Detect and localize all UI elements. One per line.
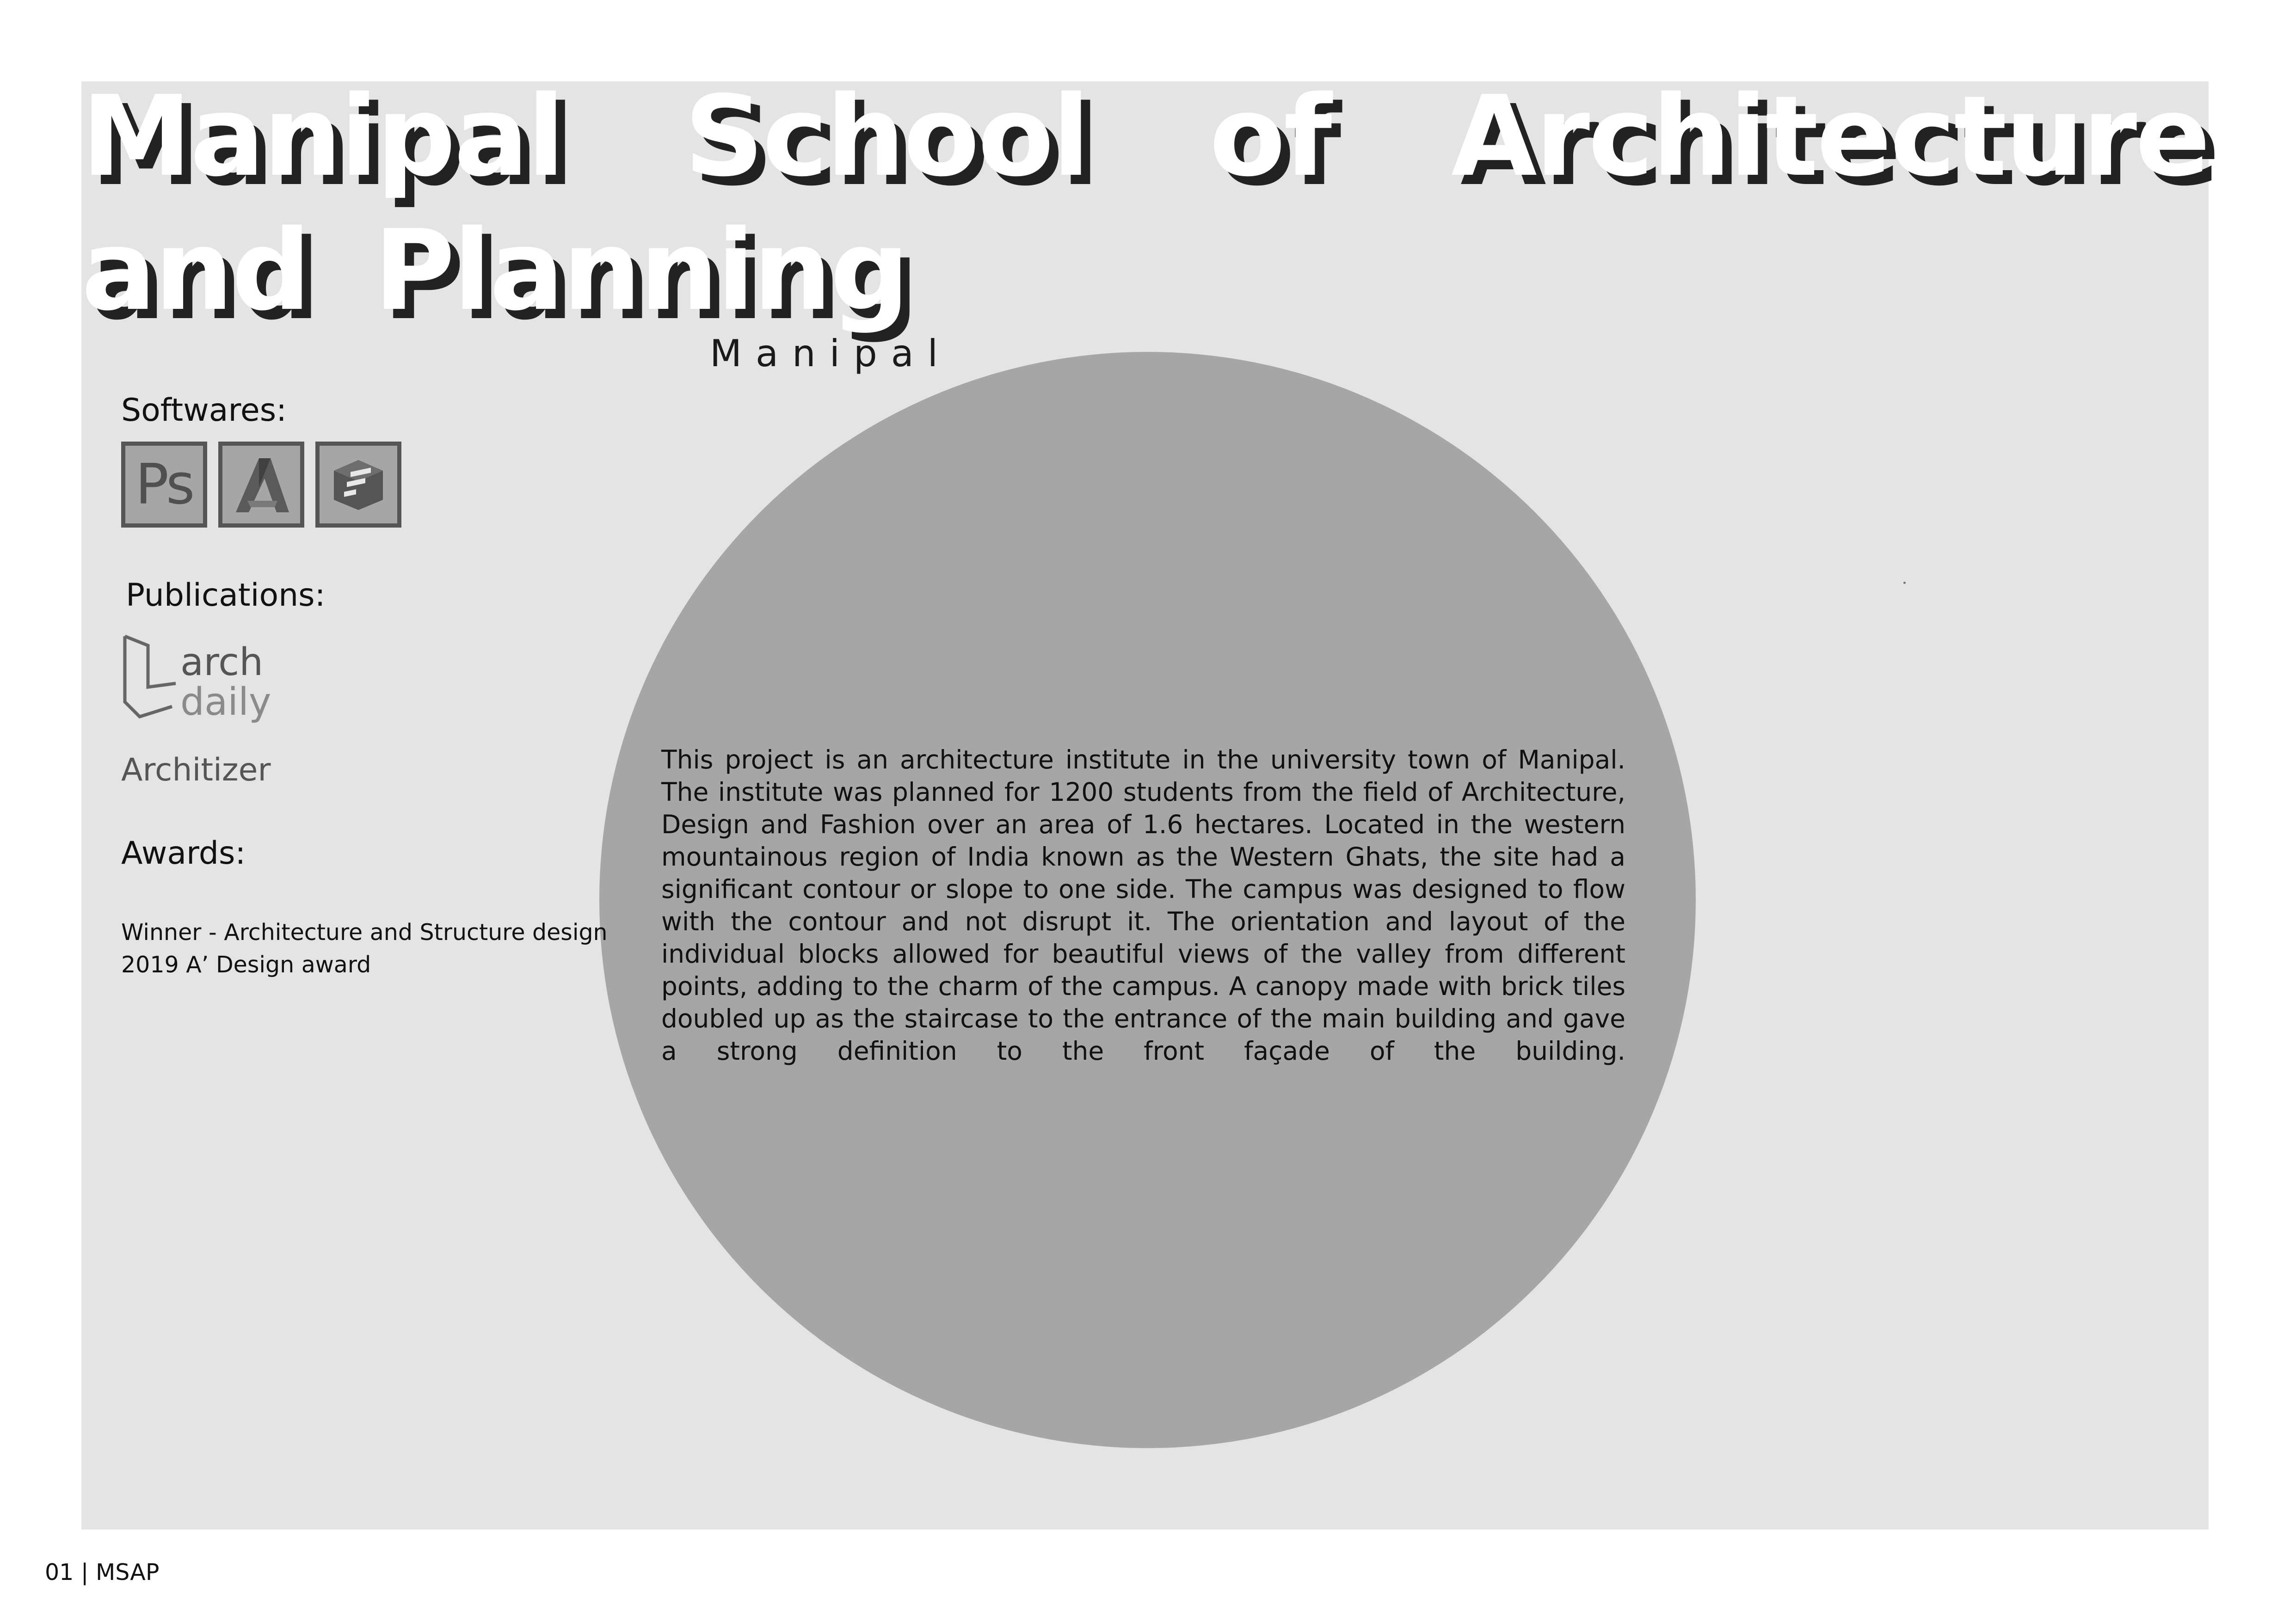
archdaily-logo <box>121 633 274 730</box>
page-footer: 01 | MSAP <box>45 1559 160 1585</box>
stray-dot <box>1903 582 1906 584</box>
softwares-heading: Softwares: <box>121 392 287 429</box>
archdaily-text-arch: arch <box>180 640 264 684</box>
award-details <box>121 916 608 981</box>
archdaily-text-daily: daily <box>180 680 271 724</box>
page-title <box>81 69 2209 338</box>
software-icons <box>121 442 401 528</box>
photoshop-icon <box>121 442 207 528</box>
award-line-2: 2019 A’ Design award <box>121 952 371 978</box>
project-description: This project is an architecture institute in the university town of Manipal. The institute was planned for 1200 students from the field of Architecture, Design and Fashion over an area of 1.6 hectares. Located in the western mountainous region of India known as the Western Ghats, the site had a significant contour or slope to one side. The campus was designed to flow with the contour and not disrupt it. The orientation and layout of the individual blocks allowed for beautiful views of the valley from different points, adding to the charm of the campus. A canopy made with brick tiles doubled up as the staircase to the entrance of the main building and gave a strong definition to the front façade of the building. <box>661 745 1625 1066</box>
publications-heading: Publications: <box>126 577 326 614</box>
photoshop-icon-text: Ps <box>135 452 193 517</box>
autocad-icon <box>218 442 304 528</box>
architizer-logo: Architizer <box>121 752 271 788</box>
title-line-1: Manipal School of Architecture <box>81 72 2209 201</box>
title-line-2: and Planning <box>81 206 908 335</box>
award-line-1: Winner - Architecture and Structure design <box>121 919 608 946</box>
location-subtitle: Manipal <box>710 332 952 375</box>
awards-heading: Awards: <box>121 835 246 872</box>
sketchup-icon <box>315 442 401 528</box>
